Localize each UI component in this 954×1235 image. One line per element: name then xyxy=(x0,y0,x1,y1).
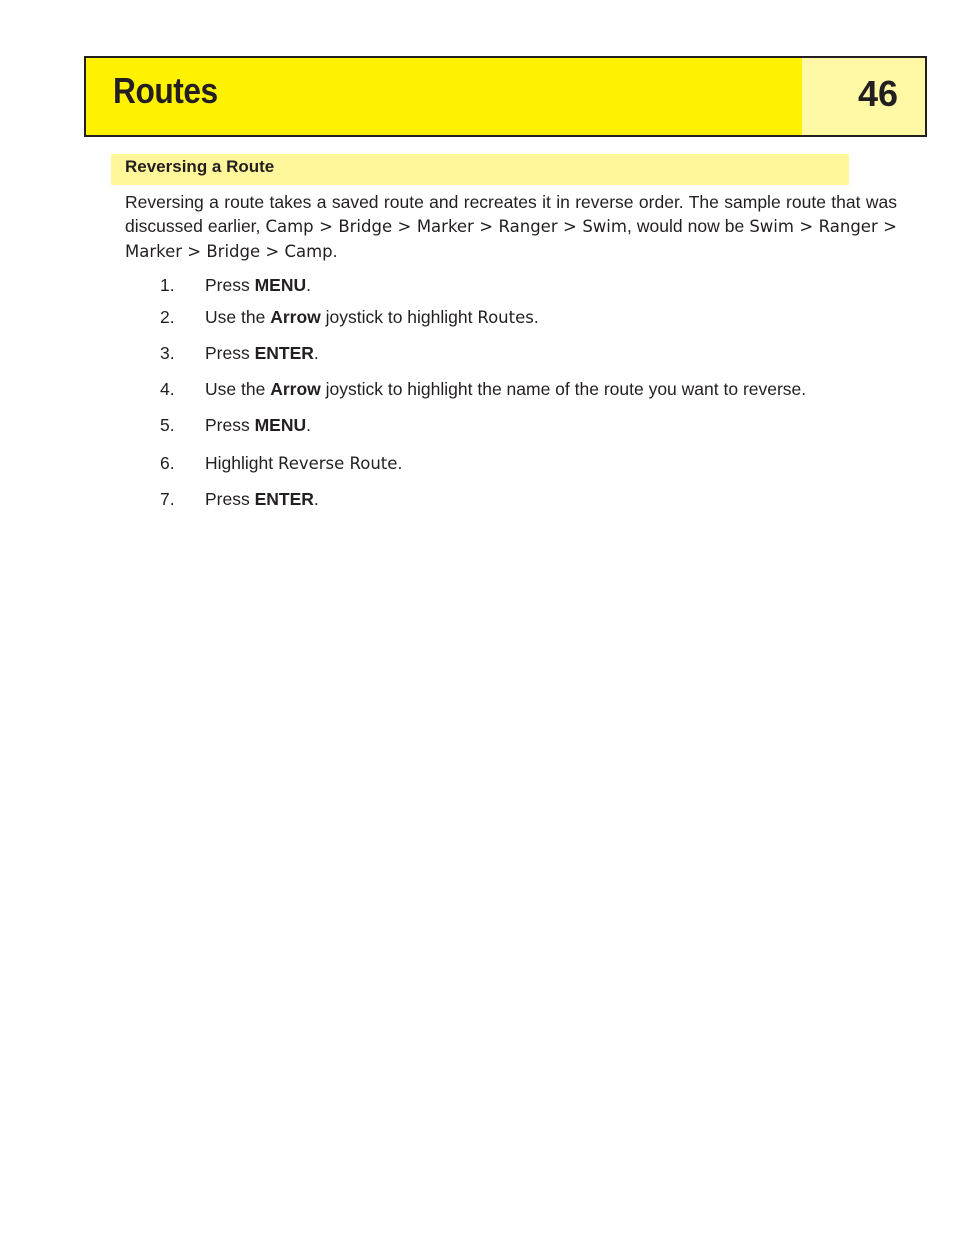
step-6 xyxy=(160,453,402,474)
step-text: . xyxy=(306,415,312,435)
intro-paragraph xyxy=(125,190,897,264)
section-heading-bar xyxy=(111,154,849,185)
step-1 xyxy=(160,275,311,296)
step-number: 4. xyxy=(160,379,175,399)
step-text: Press xyxy=(205,415,255,435)
page-number: 46 xyxy=(857,73,898,114)
step-number: 7. xyxy=(160,489,175,509)
step-key: ENTER xyxy=(254,343,314,363)
step-text: . xyxy=(306,275,312,295)
step-key: ENTER xyxy=(254,489,314,509)
step-text: joystick to highlight xyxy=(320,307,478,327)
route-reverse: Swim > Ranger > Marker > Bridge > Camp xyxy=(125,217,897,261)
page-title: Routes xyxy=(113,70,218,111)
step-key: MENU xyxy=(254,275,307,295)
intro-text-2: , would now be xyxy=(626,216,750,236)
step-text: Use the xyxy=(205,379,271,399)
step-3 xyxy=(160,343,319,364)
step-text: Highlight xyxy=(205,453,278,473)
step-key: Arrow xyxy=(270,307,321,327)
intro-text-3: . xyxy=(332,241,338,261)
step-text: . xyxy=(313,489,319,509)
step-text: . xyxy=(313,343,319,363)
step-number: 3. xyxy=(160,343,175,363)
step-2 xyxy=(160,307,539,328)
page-number-box xyxy=(802,58,925,135)
section-title: Reversing a Route xyxy=(125,157,275,176)
step-text: Press xyxy=(205,343,255,363)
step-key: MENU xyxy=(254,415,307,435)
step-text: joystick to highlight the name of the route you want to reverse. xyxy=(320,379,807,399)
step-number: 6. xyxy=(160,453,175,473)
step-text: Use the xyxy=(205,307,271,327)
step-number: 2. xyxy=(160,307,175,327)
step-ui-label: Routes xyxy=(477,308,534,327)
step-7 xyxy=(160,489,319,510)
step-text: . xyxy=(397,453,403,473)
step-text: . xyxy=(533,307,539,327)
route-forward: Camp > Bridge > Marker > Ranger > Swim xyxy=(265,217,627,236)
step-4 xyxy=(160,379,806,400)
step-text: Press xyxy=(205,489,255,509)
step-5 xyxy=(160,415,311,436)
step-number: 5. xyxy=(160,415,175,435)
step-number: 1. xyxy=(160,275,175,295)
page-header xyxy=(84,56,927,137)
step-text: Press xyxy=(205,275,255,295)
step-key: Arrow xyxy=(270,379,321,399)
intro-text-1: Reversing a route takes a saved route and recreates it in reverse order. The sample route that was discussed earlier, xyxy=(125,192,897,236)
step-ui-label: Reverse Route xyxy=(277,454,398,473)
